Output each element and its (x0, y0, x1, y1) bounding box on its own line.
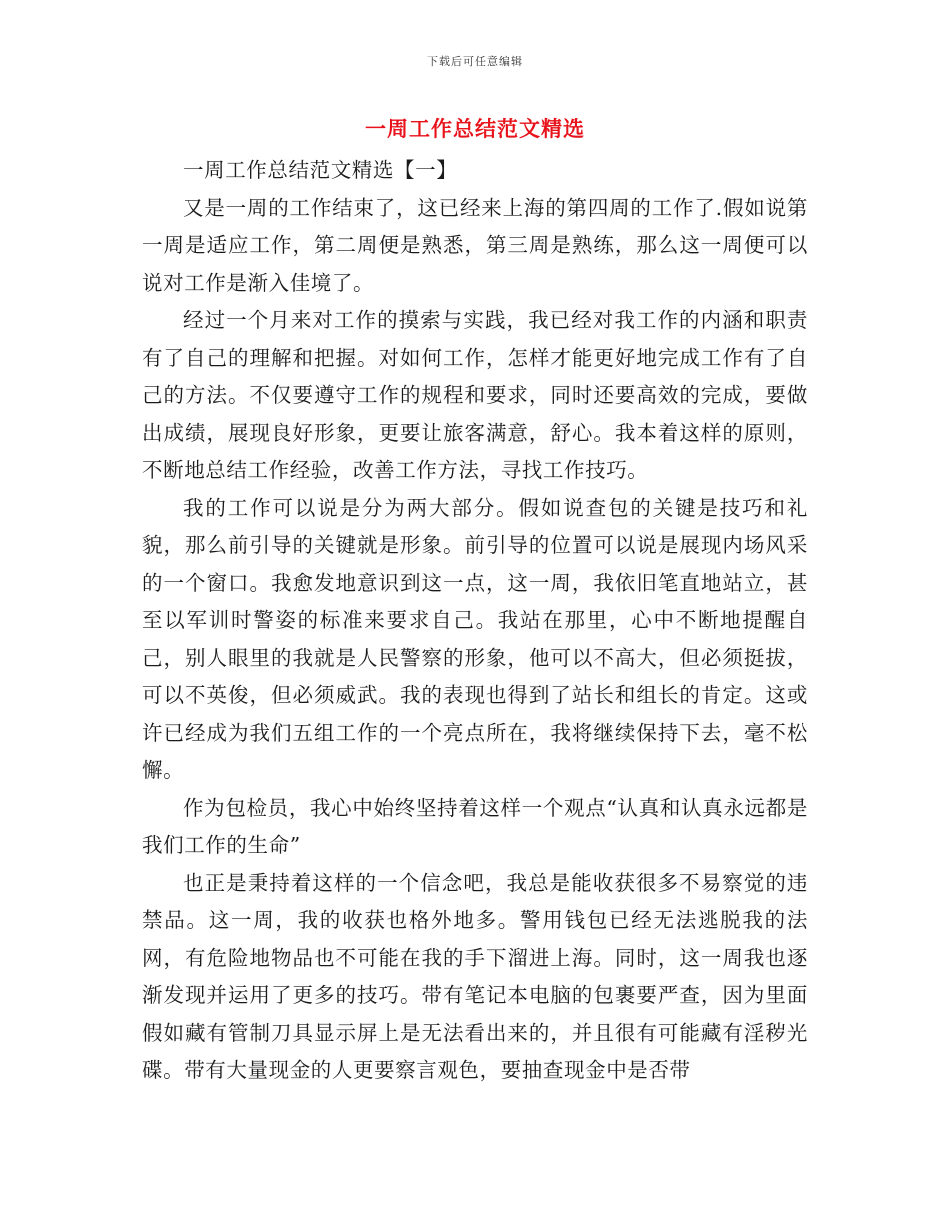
header-note: 下载后可任意编辑 (427, 55, 523, 68)
paragraph: 也正是秉持着这样的一个信念吧，我总是能收获很多不易察觉的违禁品。这一周，我的收获也格外地多。警用钱包已经无法逃脱我的法网，有危险地物品也不可能在我的手下溜进上海。同时，这一周我也逐渐发现并运用了更多的技巧。带有笔记本电脑的包裹要严查，因为里面假如藏有管制刀具显示屏上是无法看出来的，并且很有可能藏有淫秽光碟。带有大量现金的人更要察言观色，要抽查现金中是否带 (142, 870, 808, 1082)
paragraph: 作为包检员，我心中始终坚持着这样一个观点“认真和认真永远都是我们工作的生命” (142, 795, 808, 857)
document-title: 一周工作总结范文精选 (365, 116, 585, 141)
paragraph: 我的工作可以说是分为两大部分。假如说查包的关键是技巧和礼貌，那么前引导的关键就是形象。前引导的位置可以说是展现内场风采的一个窗口。我愈发地意识到这一点，这一周，我依旧笔直地站立，甚至以军训时警姿的标准来要求自己。我站在那里，心中不断地提醒自己，别人眼里的我就是人民警察的形象，他可以不高大，但必须挺拔，可以不英俊，但必须威武。我的表现也得到了站长和组长的肯定。这或许已经成为我们五组工作的一个亮点所在，我将继续保持下去，毫不松懈。 (142, 495, 808, 782)
document-body (142, 152, 808, 1090)
paragraph: 经过一个月来对工作的摸索与实践，我已经对我工作的内涵和职责有了自己的理解和把握。对如何工作，怎样才能更好地完成工作有了自己的方法。不仅要遵守工作的规程和要求，同时还要高效的完成，要做出成绩，展现良好形象，更要让旅客满意，舒心。我本着这样的原则，不断地总结工作经验，改善工作方法，寻找工作技巧。 (142, 308, 808, 482)
paragraph: 又是一周的工作结束了，这已经来上海的第四周的工作了.假如说第一周是适应工作，第二周便是熟悉，第三周是熟练，那么这一周便可以说对工作是渐入佳境了。 (142, 195, 808, 295)
section-heading: 一周工作总结范文精选【一】 (183, 158, 458, 182)
